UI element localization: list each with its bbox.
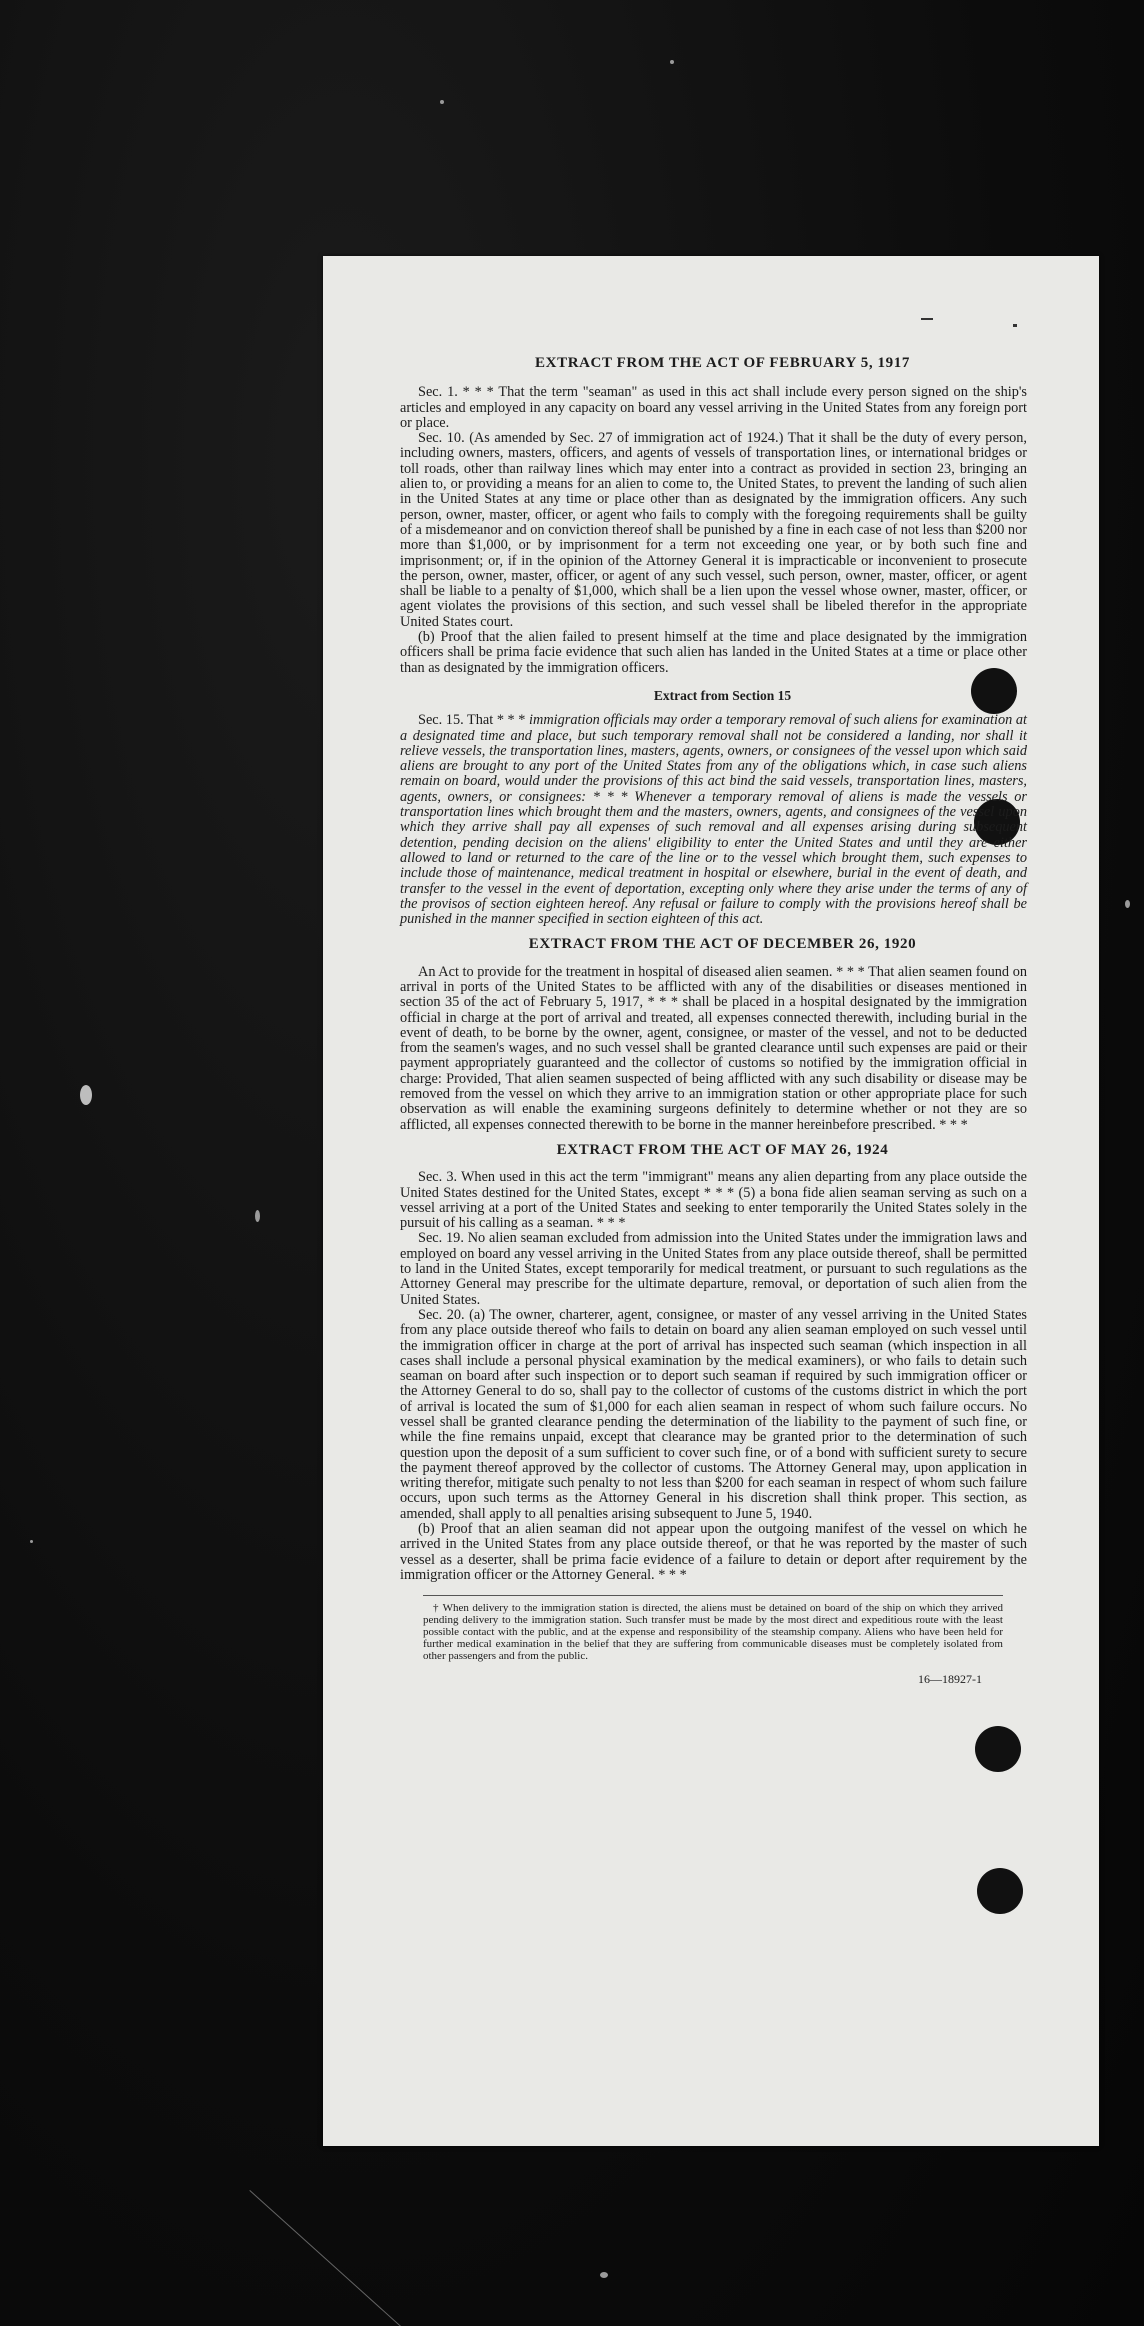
heading-act-1920: EXTRACT FROM THE ACT OF DECEMBER 26, 1920 <box>528 936 917 953</box>
heading-act-1917: EXTRACT FROM THE ACT OF FEBRUARY 5, 1917 <box>535 355 910 371</box>
dust-speck <box>1125 900 1130 908</box>
paragraph-sec-20-a: Sec. 20. (a) The owner, charterer, agent, consignee, or master of any vessel arriving in the United States from any place outside thereof who fails to detain on board any alien seaman employed on such vessel until the immigration officer in charge at the port of arrival has inspected such seaman (which inspection in all cases shall include a personal physical examination by the medical examiners), or who fails to detain such seaman on board after such inspection or to deport such seaman if required by such immigration officer or the Attorney General to do so, shall pay to the collector of customs of the customs district in which the port of arrival is located the sum of $1,000 for each alien seaman in respect of whom such failure occurs. No vessel shall be granted clearance pending the determination of the liability to the payment of such fine, or while the fine remains unpaid, except that clearance may be granted prior to the determination of such question upon the deposit of a sum sufficient to cover such fine, or of a bond with sufficient surety to secure the payment thereof approved by the collector of customs. The Attorney General may, upon application in writing therefor, mitigate such penalty to not less than $200 for each seaman in respect of whom such failure occurs, upon such terms as the Attorney General in his discretion shall think proper. This section, as amended, shall apply to all penalties arising subsequent to June 5, 1940. <box>400 1306 1027 1522</box>
footnote <box>423 1595 1003 1662</box>
paragraph-sec-3: Sec. 3. When used in this act the term "immigrant" means any alien departing from any place outside the United States destined for the United States, except * * * (5) a bona fide alien seaman serving as such on a vessel arriving at a port of the United States and seeking to enter temporarily the United States solely in the pursuit of his calling as a seaman. * * * <box>400 1169 1027 1232</box>
footnote-text: † When delivery to the immigration station is directed, the aliens must be detained on board of the ship on which they arrived pending delivery to the immigration station. Such transfer must be made by the most direct and expeditious route with the least possible contact with the public, and at the expense and responsibility of the steamship company. Aliens who have been held for further medical examination in the belief that they are suffering from communicable diseases must be completely isolated from other passengers and from the public. <box>423 1602 1003 1663</box>
dust-speck <box>600 2272 608 2278</box>
punch-hole <box>977 1868 1023 1914</box>
paragraph-sec-20-b: (b) Proof that an alien seaman did not appear upon the outgoing manifest of the vessel on which he arrived in the United States from any place outside thereof, or that he was reported by the master of such vessel as a deserter, shall be prima facie evidence of a failure to detain or deport after requirement by the immigration officer or the Attorney General. * * * <box>400 1521 1027 1583</box>
document-body <box>400 356 1027 1688</box>
scan-mark <box>921 318 933 320</box>
subheading-section-15: Extract from Section 15 <box>653 687 792 703</box>
dust-speck <box>670 60 674 64</box>
sec-15-lead: Sec. 15. That * * * <box>418 712 530 729</box>
paragraph-sec-10-b: (b) Proof that the alien failed to present himself at the time and place designated by the immigration officers shall be prima facie evidence that such alien has landed in the United States at a time or place other than as designated by the immigration officers. <box>400 629 1027 676</box>
paragraph-sec-19: Sec. 19. No alien seaman excluded from admission into the United States under the immigration laws and employed on board any vessel arriving in the United States from any place outside thereof, shall be permitted to land in the United States, except temporarily for medical treatment, or pursuant to such regulations as the Attorney General may prescribe for the ultimate departure, removal, or deportation of such alien from the United States. <box>400 1230 1027 1308</box>
paragraph-act-1920: An Act to provide for the treatment in hospital of diseased alien seamen. * * * That alien seamen found on arrival in ports of the United States to be afflicted with any of the disabilities or diseases mentioned in section 35 of the act of February 5, 1917, * * * shall be placed in a hospital designated by the immigration official in charge at the port of arrival and treated, all expenses connected therewith, including burial in the event of death, to be borne by the owner, agent, consignee, or master of the vessel, and not to be deducted from the seamen's wages, and no such vessel shall be granted clearance until such expenses are paid or their payment appropriately guaranteed and the collector of customs so notified by the immigration official in charge: Provided, That alien seamen suspected of being afflicted with any such disability or disease may be removed from the vessel on which they arrive to an immigration station or other appropriate place for such observation as will enable the examining surgeons definitely to determine whether or not they are so afflicted, all expenses connected therewith to be borne in the manner hereinbefore prescribed. * * * <box>400 963 1027 1133</box>
punch-hole <box>975 1726 1021 1772</box>
scan-mark <box>1013 324 1017 327</box>
document-page <box>323 256 1099 2146</box>
paragraph-sec-10: Sec. 10. (As amended by Sec. 27 of immigration act of 1924.) That it shall be the duty of every person, including owners, masters, officers, and agents of vessels of transportation lines, or international bridges or toll roads, other than railway lines which may enter into a contract as provided in section 23, bringing an alien to, or providing a means for an alien to come to, the United States, to prevent the landing of such alien in the United States at any time or place other than as designated by the immigration officers. Any such person, owner, master, officer, or agent who fails to comply with the foregoing requirements shall be guilty of a misdemeanor and on conviction thereof shall be punished by a fine in each case of not less than $200 nor more than $1,000, or by imprisonment for a term not exceeding one year, or by both such fine and imprisonment; or, if in the opinion of the Attorney General it is impracticable or inconvenient to prosecute the person, owner, master, officer, or agent of any such vessel, such person, owner, master, officer, or agent shall be liable to a penalty of $1,000, which shall be a lien upon the vessel whose owner, master, officer, or agent violates the provisions of this section, and such vessel shall be libeled therefor in the appropriate United States court. <box>400 430 1027 630</box>
paragraph-sec-15 <box>400 713 1027 927</box>
dust-speck <box>255 1210 260 1222</box>
dust-speck <box>440 100 444 104</box>
dust-speck <box>80 1085 92 1105</box>
heading-act-1924: EXTRACT FROM THE ACT OF MAY 26, 1924 <box>556 1141 889 1158</box>
form-number: 16—18927-1 <box>918 1672 982 1687</box>
dust-speck <box>30 1540 33 1543</box>
paragraph-sec-1: Sec. 1. * * * That the term "seaman" as used in this act shall include every person signed on the ship's articles and employed in any capacity on board any vessel arriving in the United States from any foreign port or place. <box>400 384 1027 431</box>
sec-15-italic-text: immigration officials may order a temporary removal of such aliens for examination at a designated time and place, but such temporary removal shall not be considered a landing, nor shall it relieve vessels, the transportation lines, masters, agents, owners, or consignees of the vessel upon which said aliens are brought to any port of the United States from any of the obligations which, in case such aliens remain on board, would under the provisions of this act bind the said vessels, transportation lines, masters, agents, owners, or consignees: * * * Whenever a temporary removal of aliens is made the vessels or transportation lines which brought them and the masters, owners, agents, and consignees of the vessel upon which they arrive shall pay all expenses of such removal and all expenses arising during subsequent detention, pending decision on the aliens' eligibility to enter the United States and until they are either allowed to land or returned to the care of the line or to the vessel which brought them, such expenses to include those of maintenance, medical treatment in hospital or elsewhere, burial in the event of death, and transfer to the vessel in the event of deportation, excepting only where they arise under the terms of any of the provisos of section eighteen hereof. Any refusal or failure to comply with the provisions hereof shall be punished in the manner specified in section eighteen of this act. <box>400 712 1027 928</box>
